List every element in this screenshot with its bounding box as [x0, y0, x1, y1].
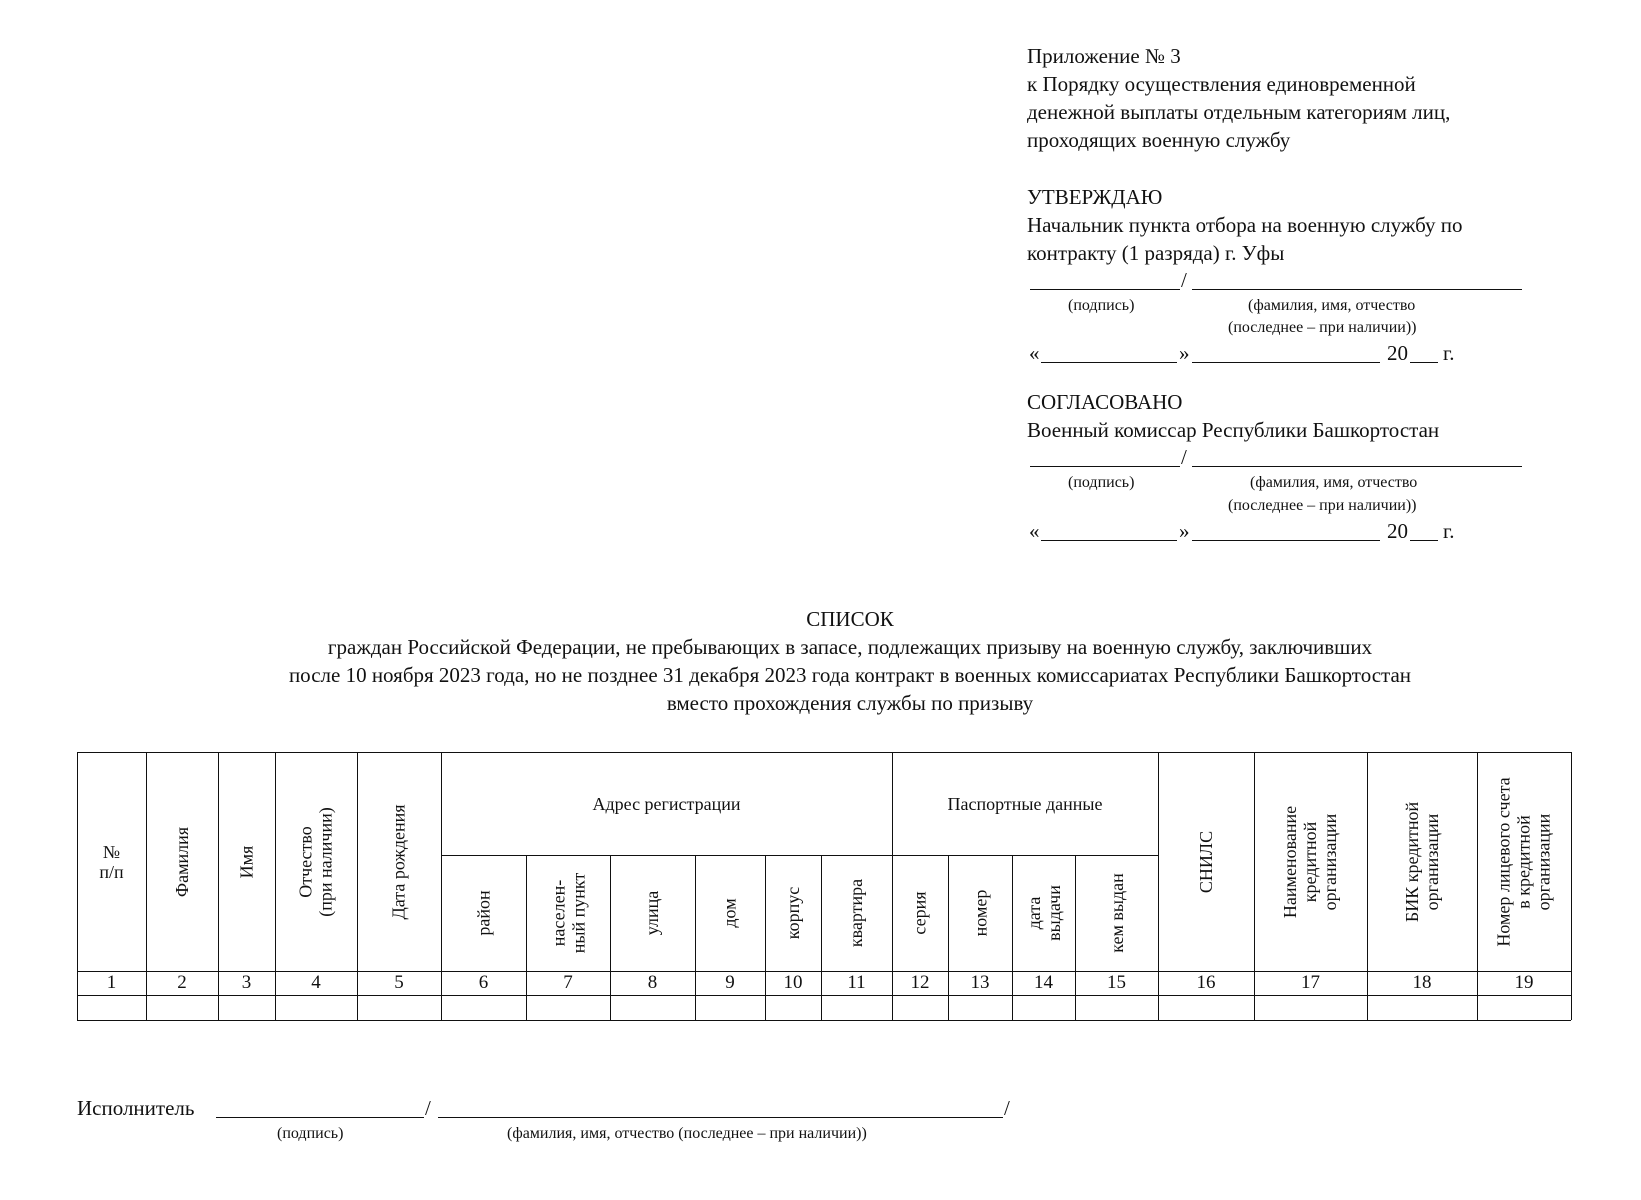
- col-number: 5: [394, 972, 404, 993]
- approve-slash: /: [1181, 268, 1187, 292]
- col-header-surname: [146, 752, 218, 971]
- col-header-building-text: корпус: [782, 886, 803, 940]
- agreed-signature-caption: (подпись): [1068, 474, 1135, 491]
- col-number: 3: [241, 972, 252, 993]
- col-header-account-line: организации: [1534, 813, 1554, 910]
- list-subtitle: вместо прохождения службы по призыву: [666, 691, 1034, 715]
- agreed-title: СОГЛАСОВАНО: [1027, 390, 1183, 414]
- agreed-year-prefix: 20: [1387, 519, 1408, 543]
- agreed-position: Военный комиссар Республики Башкортостан: [1027, 418, 1440, 442]
- col-header-name: [218, 752, 275, 971]
- list-subtitle: граждан Российской Федерации, не пребывающих в запасе, подлежащих призыву на военную службу, заключивших: [327, 635, 1373, 659]
- col-header-account-line: в кредитной: [1514, 814, 1534, 909]
- agreed-date-open-quote: «: [1029, 519, 1040, 543]
- appendix-number: Приложение № 3: [1027, 44, 1181, 68]
- col-header-birth-date-text: Дата рождения: [389, 803, 409, 920]
- agreed-name-line[interactable]: [1192, 466, 1522, 467]
- approve-title: УТВЕРЖДАЮ: [1027, 185, 1163, 209]
- table-row[interactable]: [77, 995, 1571, 1020]
- col-number: 14: [1034, 972, 1053, 993]
- approve-date-open-quote: «: [1029, 341, 1040, 365]
- col-header-patronymic-line: Отчество: [296, 825, 316, 898]
- col-header-snils-text: СНИЛС: [1196, 830, 1216, 893]
- col-header-passport-number: [948, 855, 1012, 971]
- col-header-number-pp: п/п: [99, 861, 124, 882]
- col-header-district-text: район: [473, 890, 494, 936]
- col-header-district: [441, 855, 526, 971]
- col-number: 11: [847, 972, 866, 993]
- col-header-bik-text: [1402, 801, 1442, 921]
- col-header-issue-date-line: дата: [1023, 896, 1044, 930]
- col-number: 18: [1412, 972, 1432, 993]
- col-header-bik: [1367, 752, 1477, 971]
- col-number: 13: [970, 972, 990, 993]
- agreed-month-line[interactable]: [1192, 540, 1380, 541]
- list-title: СПИСОК: [806, 607, 894, 631]
- col-number: 2: [177, 972, 187, 993]
- agreed-year-line[interactable]: [1410, 540, 1438, 541]
- agreed-day-line[interactable]: [1041, 540, 1177, 541]
- approve-signature-line[interactable]: [1030, 289, 1180, 290]
- executor-signature-caption: (подпись): [277, 1125, 344, 1142]
- col-number: 12: [910, 972, 930, 993]
- approve-name-caption: (последнее – при наличии)): [1228, 319, 1417, 336]
- col-header-bik-line: БИК кредитной: [1402, 801, 1423, 922]
- agreed-name-caption: (последнее – при наличии)): [1228, 497, 1417, 514]
- col-header-apartment: [821, 855, 892, 971]
- col-header-bank-name-line: кредитной: [1300, 821, 1321, 902]
- col-header-house: [695, 855, 765, 971]
- col-header-issue-date-line: выдачи: [1043, 885, 1064, 941]
- col-number: 7: [563, 972, 573, 993]
- col-header-series-text: серия: [910, 891, 930, 935]
- col-header-snils: [1158, 752, 1254, 971]
- agreed-date-close-quote: »: [1179, 519, 1190, 543]
- approve-date-close-quote: »: [1179, 341, 1190, 365]
- approve-signature-caption: (подпись): [1068, 297, 1135, 314]
- col-header-issued-by-text: кем выдан: [1106, 873, 1127, 953]
- col-header-locality-line: ный пункт: [568, 872, 588, 954]
- col-header-name-text: Имя: [236, 845, 257, 878]
- col-header-number-sign: №: [102, 841, 121, 862]
- col-header-account: [1477, 752, 1571, 971]
- executor-label: Исполнитель: [77, 1096, 195, 1120]
- col-header-locality-line: населен-: [548, 879, 568, 947]
- col-number: 16: [1196, 972, 1216, 993]
- col-header-birth-date: [357, 752, 441, 971]
- col-header-bank-name: [1254, 752, 1367, 971]
- col-number: 9: [725, 972, 735, 993]
- col-header-locality-text: [548, 873, 588, 954]
- col-header-account-line: Номер лицевого счета: [1494, 776, 1514, 947]
- executor-name-line[interactable]: [438, 1117, 1003, 1118]
- col-number: 10: [783, 972, 803, 993]
- col-number: 15: [1107, 972, 1126, 993]
- col-header-patronymic: [275, 752, 357, 971]
- col-header-bank-name-text: [1280, 805, 1340, 917]
- approve-position: контракту (1 разряда) г. Уфы: [1027, 241, 1285, 265]
- col-header-apartment-text: квартира: [846, 878, 867, 948]
- executor-name-caption: (фамилия, имя, отчество (последнее – при наличии)): [507, 1125, 867, 1142]
- col-header-series: [892, 855, 948, 971]
- col-header-bik-line: организации: [1422, 813, 1443, 910]
- col-header-bank-name-line: организации: [1320, 813, 1341, 910]
- appendix-line: проходящих военную службу: [1027, 128, 1291, 152]
- agreed-year-suffix: г.: [1443, 519, 1455, 543]
- col-number: 1: [106, 972, 117, 993]
- approve-year-prefix: 20: [1387, 341, 1408, 365]
- col-header-number: [77, 752, 146, 971]
- approve-position: Начальник пункта отбора на военную службу по: [1027, 213, 1463, 237]
- approve-name-caption: (фамилия, имя, отчество: [1248, 297, 1416, 314]
- col-number: 17: [1301, 972, 1320, 993]
- col-header-street: [610, 855, 695, 971]
- approve-name-line[interactable]: [1192, 289, 1522, 290]
- agreed-signature-line[interactable]: [1030, 466, 1180, 467]
- list-subtitle: после 10 ноября 2023 года, но не позднее 31 декабря 2023 года контракт в военных комиссариатах Республики Башкортостан: [288, 663, 1412, 687]
- col-header-issued-by: [1075, 855, 1158, 971]
- citizens-table: [77, 752, 1571, 1020]
- executor-signature-line[interactable]: [216, 1117, 424, 1118]
- appendix-line: денежной выплаты отдельным категориям лиц,: [1027, 100, 1451, 124]
- col-header-patronymic-text: [296, 807, 336, 916]
- col-header-locality: [526, 855, 610, 971]
- col-header-issue-date: [1012, 855, 1075, 971]
- col-number: 19: [1514, 972, 1534, 993]
- agreed-slash: /: [1181, 445, 1187, 469]
- col-number: 8: [647, 972, 658, 993]
- col-header-surname-text: Фамилия: [171, 826, 192, 897]
- col-header-building: [765, 855, 821, 971]
- agreed-name-caption: (фамилия, имя, отчество: [1250, 474, 1418, 491]
- col-header-account-text: [1494, 777, 1554, 946]
- executor-slash: /: [1004, 1096, 1010, 1120]
- col-number: 4: [311, 972, 321, 993]
- approve-day-line[interactable]: [1041, 362, 1177, 363]
- col-number: 6: [478, 972, 489, 993]
- approve-year-line[interactable]: [1410, 362, 1438, 363]
- group-header-address: Адрес регистрации: [592, 793, 741, 814]
- col-header-bank-name-line: Наименование: [1280, 805, 1301, 918]
- col-header-passport-number-text: номер: [969, 889, 990, 937]
- col-header-patronymic-line: (при наличии): [316, 806, 336, 917]
- col-header-house-text: дом: [720, 898, 740, 928]
- appendix-line: к Порядку осуществления единовременной: [1027, 72, 1416, 96]
- col-header-issue-date-text: [1024, 885, 1064, 941]
- approve-month-line[interactable]: [1192, 362, 1380, 363]
- approve-year-suffix: г.: [1443, 341, 1455, 365]
- col-header-street-text: улица: [642, 890, 663, 936]
- executor-slash: /: [425, 1096, 431, 1120]
- group-header-passport: Паспортные данные: [947, 793, 1103, 814]
